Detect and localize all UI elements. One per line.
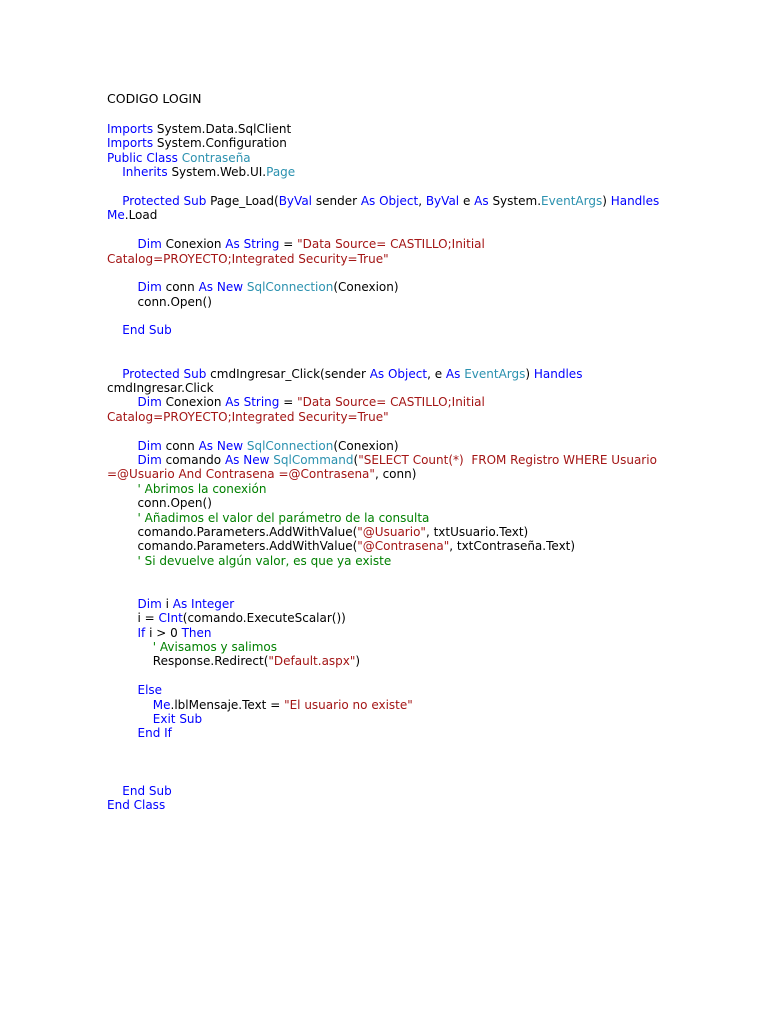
code-text: (Conexion)	[333, 438, 399, 453]
code-text	[107, 698, 153, 712]
code-line	[107, 136, 707, 150]
code-text	[107, 726, 138, 740]
keyword: Exit Sub	[152, 712, 203, 727]
code-line	[107, 482, 707, 496]
code-line	[107, 467, 707, 481]
code-text	[107, 597, 138, 611]
code-text: (comando.ExecuteScalar())	[182, 611, 346, 626]
keyword: As Integer	[172, 596, 235, 611]
code-text: , e	[427, 366, 446, 381]
code-text: comando.Parameters.AddWithValue(	[107, 539, 358, 554]
keyword: As String	[225, 237, 280, 252]
code-line	[107, 295, 707, 309]
type-name: Page	[266, 165, 296, 180]
code-line	[107, 755, 707, 769]
code-text: System.Data.SqlClient	[153, 122, 292, 136]
code-line	[107, 597, 707, 611]
code-text	[107, 683, 138, 697]
code-line	[107, 654, 707, 668]
keyword: As	[445, 366, 461, 381]
code-text: (	[353, 452, 359, 467]
keyword: As New	[224, 452, 270, 467]
code-text: =	[279, 237, 298, 252]
keyword: ByVal	[425, 193, 460, 208]
code-text: System.	[488, 193, 542, 208]
keyword: End Sub	[122, 783, 172, 798]
keyword: ByVal	[278, 193, 313, 208]
code-text: i	[161, 596, 173, 611]
keyword: Dim	[137, 237, 162, 252]
keyword: Imports	[107, 136, 154, 151]
string-literal: "El usuario no existe"	[284, 697, 413, 712]
keyword: As String	[225, 395, 280, 410]
code-line	[107, 122, 707, 136]
code-text: , conn)	[374, 467, 417, 482]
code-text: =	[279, 395, 298, 410]
code-line	[107, 309, 707, 323]
code-text: cmdIngresar_Click(sender	[206, 366, 370, 381]
code-line	[107, 453, 707, 467]
keyword: Inherits	[122, 165, 168, 180]
code-text: comando	[161, 452, 225, 467]
comment: ' Si devuelve algún valor, es que ya existe	[137, 553, 392, 568]
code-line	[107, 511, 707, 525]
code-line	[107, 554, 707, 568]
code-text: , txtUsuario.Text)	[425, 524, 529, 539]
code-text: conn.Open()	[107, 496, 212, 511]
comment: ' Añadimos el valor del parámetro de la consulta	[137, 510, 430, 525]
keyword: End Class	[107, 798, 166, 813]
keyword: As Object	[360, 193, 419, 208]
keyword: Me	[152, 697, 171, 712]
code-line	[107, 194, 707, 208]
code-text	[107, 482, 138, 496]
comment: ' Avisamos y salimos	[152, 640, 278, 655]
string-literal: "Default.aspx"	[268, 654, 356, 669]
code-text	[107, 280, 138, 294]
code-text: , txtContraseña.Text)	[449, 539, 576, 554]
keyword: Protected Sub	[122, 366, 207, 381]
code-text: Conexion	[161, 395, 226, 410]
code-text: cmdIngresar.Click	[107, 381, 214, 396]
code-line	[107, 208, 707, 222]
keyword: CInt	[158, 611, 183, 626]
code-text: .Load	[124, 208, 158, 223]
code-text: i > 0	[145, 625, 182, 640]
keyword: Handles	[533, 366, 583, 381]
keyword: Then	[181, 625, 212, 640]
string-literal: Catalog=PROYECTO;Integrated Security=True"	[107, 251, 389, 266]
code-text: )	[602, 193, 611, 208]
keyword: As New	[198, 438, 244, 453]
code-text: sender	[312, 193, 361, 208]
type-name: Contraseña	[181, 150, 251, 165]
code-text: i =	[107, 611, 159, 626]
code-text	[107, 554, 138, 568]
keyword: Public Class	[107, 150, 178, 165]
code-text: e	[459, 193, 475, 208]
code-line	[107, 180, 707, 194]
code-line	[107, 712, 707, 726]
code-text: conn	[161, 438, 199, 453]
string-literal: "SELECT Count(*) FROM Registro WHERE Usuario	[358, 452, 657, 467]
code-text	[107, 453, 138, 467]
code-text: System.Web.UI.	[167, 165, 267, 180]
code-line	[107, 496, 707, 510]
keyword: As Object	[369, 366, 428, 381]
type-name: EventArgs	[541, 193, 603, 208]
code-text	[107, 367, 122, 381]
keyword: Else	[137, 683, 163, 698]
keyword: Dim	[137, 280, 162, 295]
code-line	[107, 252, 707, 266]
document-title: CODIGO LOGIN	[107, 91, 202, 106]
code-line	[107, 798, 707, 812]
code-text	[107, 395, 138, 409]
string-literal: "Data Source= CASTILLO;Initial	[297, 237, 485, 252]
keyword: Me	[107, 208, 125, 223]
keyword: As	[474, 193, 489, 208]
code-text: .lblMensaje.Text =	[170, 697, 285, 712]
code-text: conn	[161, 280, 199, 295]
type-name: SqlConnection	[246, 438, 334, 453]
code-line	[107, 381, 707, 395]
code-line	[107, 683, 707, 697]
code-text: System.Configuration	[153, 136, 287, 151]
comment: ' Abrimos la conexión	[137, 481, 267, 496]
keyword: Handles	[610, 193, 660, 208]
code-line	[107, 223, 707, 237]
code-text	[107, 784, 122, 798]
code-text: Response.Redirect(	[107, 654, 269, 669]
keyword: Protected Sub	[122, 193, 207, 208]
code-line	[107, 640, 707, 654]
code-line	[107, 583, 707, 597]
code-line	[107, 367, 707, 381]
code-line	[107, 525, 707, 539]
code-text: )	[355, 654, 361, 669]
code-line	[107, 568, 707, 582]
code-text	[107, 640, 153, 654]
code-text: Page_Load(	[206, 193, 279, 208]
code-line	[107, 439, 707, 453]
type-name: EventArgs	[464, 366, 526, 381]
code-text: ,	[418, 193, 426, 208]
keyword: If	[137, 625, 146, 640]
keyword: Imports	[107, 122, 154, 136]
code-line	[107, 323, 707, 337]
code-text: )	[525, 366, 534, 381]
type-name: SqlConnection	[246, 280, 334, 295]
code-text	[107, 439, 138, 453]
code-text: Conexion	[161, 237, 226, 252]
code-block	[107, 122, 707, 813]
code-line	[107, 280, 707, 294]
code-text	[107, 323, 122, 337]
code-line	[107, 784, 707, 798]
code-line	[107, 338, 707, 352]
keyword: Dim	[137, 596, 162, 611]
string-literal: "@Contrasena"	[357, 539, 450, 554]
keyword: Dim	[137, 395, 162, 410]
code-line	[107, 424, 707, 438]
code-text: (Conexion)	[333, 280, 399, 295]
code-line	[107, 352, 707, 366]
code-text	[107, 237, 138, 251]
keyword: Dim	[137, 438, 162, 453]
keyword: End If	[137, 726, 172, 741]
string-literal: Catalog=PROYECTO;Integrated Security=True"	[107, 409, 389, 424]
code-line	[107, 237, 707, 251]
code-line	[107, 266, 707, 280]
keyword: Dim	[137, 452, 162, 467]
code-line	[107, 611, 707, 625]
code-text	[107, 194, 122, 208]
string-literal: =@Usuario And Contrasena =@Contrasena"	[107, 467, 375, 482]
code-line	[107, 669, 707, 683]
code-text: conn.Open()	[107, 294, 212, 309]
code-text: comando.Parameters.AddWithValue(	[107, 524, 358, 539]
code-line	[107, 395, 707, 409]
code-line	[107, 165, 707, 179]
code-line	[107, 770, 707, 784]
code-line	[107, 539, 707, 553]
code-text	[107, 511, 138, 525]
code-line	[107, 741, 707, 755]
keyword: End Sub	[122, 323, 172, 338]
type-name: SqlCommand	[273, 452, 354, 467]
code-text	[107, 626, 138, 640]
code-line	[107, 410, 707, 424]
keyword: As New	[198, 280, 244, 295]
code-line	[107, 726, 707, 740]
string-literal: "Data Source= CASTILLO;Initial	[297, 395, 485, 410]
code-text	[107, 712, 153, 726]
code-line	[107, 698, 707, 712]
string-literal: "@Usuario"	[357, 524, 426, 539]
code-text	[107, 165, 122, 179]
code-line	[107, 626, 707, 640]
code-line	[107, 151, 707, 165]
